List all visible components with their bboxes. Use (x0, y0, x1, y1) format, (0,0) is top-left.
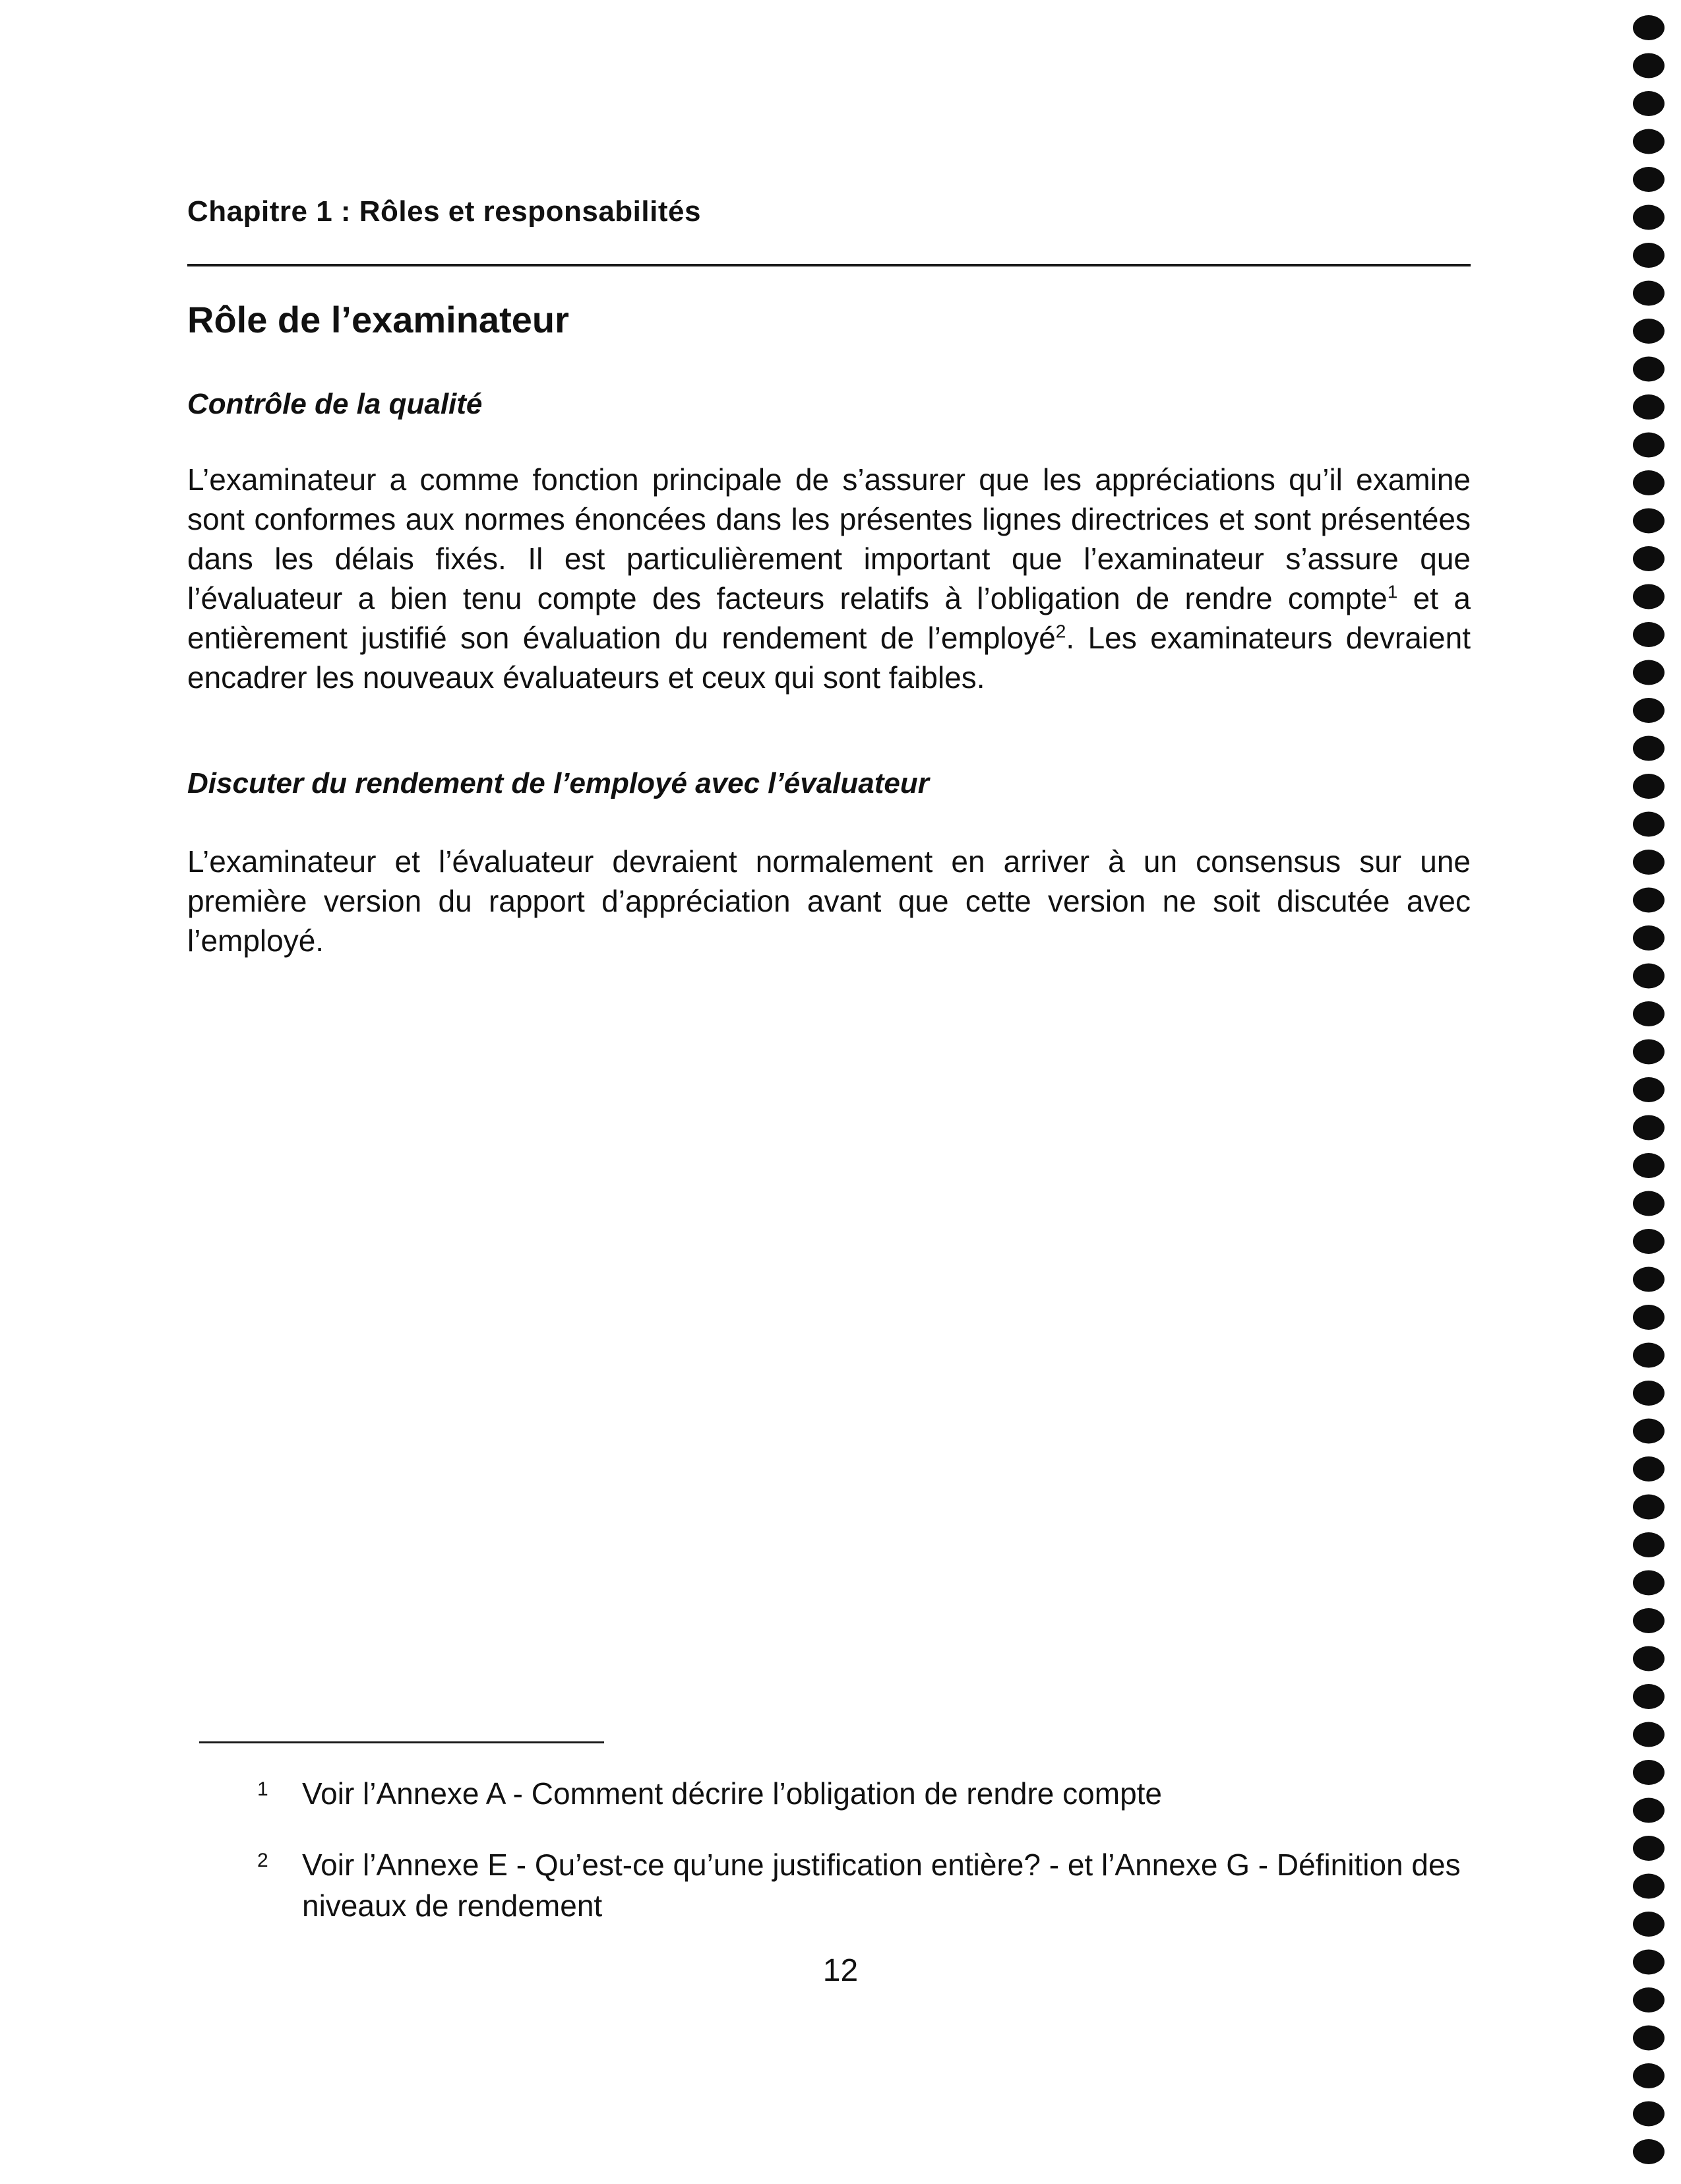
footnote-text: Voir l’Annexe A - Comment décrire l’obligation de rendre compte (302, 1776, 1163, 1811)
binding-hole (1633, 1532, 1665, 1557)
header-rule (187, 264, 1471, 266)
binding-hole (1633, 470, 1665, 495)
binding-hole (1633, 433, 1665, 458)
chapter-header: Chapitre 1 : Rôles et responsabilités (187, 195, 701, 228)
footnote-reference-1[interactable]: 1 (1387, 581, 1398, 602)
binding-hole (1633, 850, 1665, 875)
binding-hole (1633, 129, 1665, 154)
binding-hole (1633, 1608, 1665, 1633)
spiral-binding-holes (1629, 13, 1668, 2177)
binding-hole (1633, 1912, 1665, 1937)
binding-hole (1633, 1950, 1665, 1975)
binding-hole (1633, 622, 1665, 647)
binding-hole (1633, 357, 1665, 382)
binding-hole (1633, 1987, 1665, 2012)
binding-hole (1633, 1153, 1665, 1178)
binding-hole (1633, 1077, 1665, 1102)
paragraph-quality-control (187, 460, 1471, 697)
paragraph-text: L’examinateur et l’évaluateur devraient normalement en arriver à un consensus sur une première version du rapport d’appréciation avant que cette version ne soit discutée avec l’employé. (187, 844, 1471, 958)
binding-hole (1633, 1419, 1665, 1444)
binding-hole (1633, 1040, 1665, 1065)
binding-hole (1633, 546, 1665, 571)
binding-hole (1633, 167, 1665, 192)
binding-hole (1633, 698, 1665, 723)
binding-hole (1633, 2063, 1665, 2088)
binding-hole (1633, 888, 1665, 913)
binding-hole (1633, 1305, 1665, 1330)
subsection-heading-discuss-performance: Discuter du rendement de l’employé avec l’évaluateur (187, 767, 929, 799)
binding-hole (1633, 736, 1665, 761)
binding-hole (1633, 584, 1665, 609)
binding-hole (1633, 1684, 1665, 1709)
binding-hole (1633, 1456, 1665, 1482)
binding-hole (1633, 53, 1665, 78)
binding-hole (1633, 660, 1665, 685)
binding-hole (1633, 1571, 1665, 1596)
binding-hole (1633, 1191, 1665, 1216)
binding-holes-graphic (1629, 13, 1668, 2177)
footnote-number: 1 (257, 1778, 268, 1800)
binding-hole (1633, 1115, 1665, 1140)
paragraph-text: . Les examinateurs devraient encadrer les nouveaux évaluateurs et ceux qui sont faibles. (187, 621, 1471, 695)
binding-hole (1633, 15, 1665, 40)
binding-hole (1633, 1836, 1665, 1861)
footnote-reference-2[interactable]: 2 (1055, 621, 1066, 642)
binding-hole (1633, 394, 1665, 420)
binding-hole (1633, 205, 1665, 230)
footnote-number: 2 (257, 1850, 268, 1871)
binding-hole (1633, 964, 1665, 989)
binding-hole (1633, 319, 1665, 344)
binding-hole (1633, 281, 1665, 306)
binding-hole (1633, 1495, 1665, 1520)
binding-hole (1633, 1798, 1665, 1823)
binding-hole (1633, 2026, 1665, 2051)
binding-hole (1633, 1001, 1665, 1026)
footnote-rule (199, 1741, 604, 1743)
binding-hole (1633, 1267, 1665, 1292)
binding-hole (1633, 1343, 1665, 1368)
binding-hole (1633, 1722, 1665, 1747)
page-number: 12 (822, 1953, 859, 1988)
binding-hole (1633, 2139, 1665, 2164)
section-title: Rôle de l’examinateur (187, 299, 569, 340)
paragraph-text: et a entièrement justifié son évaluation du rendement de l’employé (187, 581, 1471, 655)
binding-hole (1633, 925, 1665, 951)
binding-hole (1633, 1381, 1665, 1406)
paragraph-text: L’examinateur a comme fonction principale de s’assurer que les appréciations qu’il examine sont conformes aux normes énoncées dans les présentes lignes directrices et sont présentées dans les délais fixés. Il est particulièrement important que l’examinateur s’assure que l’évaluateur a bien tenu compte des facteurs relatifs à l’obligation de rendre compte (187, 462, 1471, 615)
binding-hole (1633, 1646, 1665, 1671)
binding-hole (1633, 243, 1665, 268)
footnote-text: Voir l’Annexe E - Qu’est-ce qu’une justification entière? - et l’Annexe G - Définition des niveaux de rendement (302, 1848, 1461, 1923)
binding-hole (1633, 1874, 1665, 1899)
binding-hole (1633, 509, 1665, 534)
binding-hole (1633, 812, 1665, 837)
paragraph-discuss-performance (187, 842, 1471, 960)
binding-hole (1633, 91, 1665, 116)
binding-hole (1633, 1760, 1665, 1785)
binding-hole (1633, 2102, 1665, 2127)
binding-hole (1633, 1229, 1665, 1254)
binding-hole (1633, 774, 1665, 799)
subsection-heading-quality-control: Contrôle de la qualité (187, 388, 483, 420)
